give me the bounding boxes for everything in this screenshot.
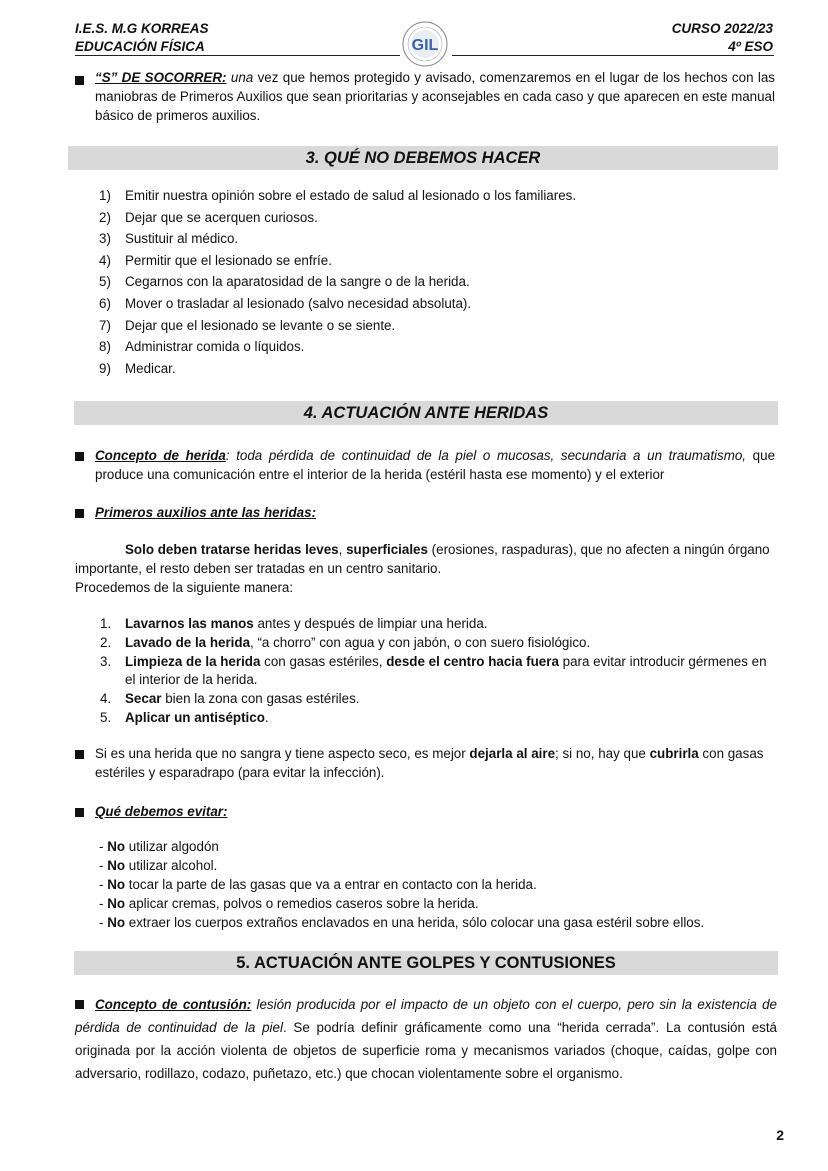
- list-item: 7) Dejar que el lesionado se levante o se siente.: [99, 317, 396, 333]
- list-item: 1) Emitir nuestra opinión sobre el estado de salud al lesionado o los familiares.: [99, 188, 577, 203]
- herida-seca-paragraph: Si es una herida que no sangra y tiene aspecto seco, es mejor dejarla al aire; si no, hay que cubrirla con gasas estériles y esparadrapo (para evitar la infección).: [95, 746, 764, 780]
- evitar-list: [99, 837, 779, 932]
- list-item: 6) Mover o trasladar al lesionado (salvo necesidad absoluta).: [99, 295, 472, 311]
- concepto-contusion-italic: lesión producida por el impacto de un objeto con el cuerpo, pero sin la existencia de pérdida de continuidad de la piel: [75, 997, 777, 1035]
- list-item: 4) Permitir que el lesionado se enfríe.: [99, 252, 332, 268]
- concepto-contusion-paragraph: [75, 993, 777, 1085]
- list-item: 5) Cegarnos con la aparatosidad de la sangre o de la herida.: [99, 274, 470, 290]
- list-item: 2) Dejar que se acerquen curiosos.: [99, 209, 318, 225]
- concepto-herida-title: Concepto de herida: [95, 448, 226, 463]
- no-hacer-list: [75, 185, 775, 379]
- bullet-socorrer: [75, 76, 84, 85]
- que-evitar-title: Qué debemos evitar:: [95, 804, 228, 819]
- list-item: - No utilizar algodón: [99, 839, 219, 854]
- socorrer-paragraph: [95, 68, 775, 125]
- procedemos-text: Procedemos de la siguiente manera:: [75, 580, 294, 595]
- list-item: - No tocar la parte de las gasas que va a entrar en contacto con la herida.: [99, 877, 537, 892]
- socorrer-text: vez que hemos protegido y avisado, comenzaremos en el lugar de los hechos con las maniobras de Primeros Auxilios que sean prioritarias y aconsejables en cada caso y que aparecen en este manual básico de primeros auxilios.: [95, 70, 776, 123]
- list-item: - No extraer los cuerpos extraños enclavados en una herida, sólo colocar una gasa estéril sobre ellos.: [99, 915, 705, 930]
- section-3-heading: 3. QUÉ NO DEBEMOS HACER: [68, 146, 778, 170]
- section-4-heading: 4. ACTUACIÓN ANTE HERIDAS: [74, 401, 778, 425]
- course-year: CURSO 2022/23: [671, 21, 773, 36]
- bullet-concepto-herida: [75, 452, 84, 461]
- pasos-list: [75, 615, 777, 728]
- school-logo: [401, 20, 449, 68]
- bullet-primeros-auxilios: [75, 509, 84, 518]
- header-rule-left: [75, 55, 400, 56]
- section-5-heading: 5. ACTUACIÓN ANTE GOLPES Y CONTUSIONES: [74, 951, 778, 975]
- list-item: - No aplicar cremas, polvos o remedios caseros sobre la herida.: [99, 896, 479, 911]
- list-item: 2. Lavado de la herida, “a chorro” con agua y con jabón, o con suero fisiológico.: [100, 634, 591, 650]
- school-name: I.E.S. M.G KORREAS: [75, 21, 209, 36]
- page-number: 2: [776, 1127, 784, 1143]
- concepto-contusion-title: Concepto de contusión:: [95, 997, 252, 1012]
- bullet-que-evitar: [75, 808, 84, 817]
- concepto-herida-text: que produce una comunicación entre el interior de la herida (estéril hasta ese momento) y el exterior: [95, 448, 776, 482]
- header-right: [672, 20, 773, 56]
- primeros-auxilios-title: Primeros auxilios ante las heridas:: [95, 505, 317, 520]
- list-item: 8) Administrar comida o líquidos.: [99, 339, 305, 355]
- concepto-herida-italic: toda pérdida de continuidad de la piel o mucosas, secundaria a un traumatismo,: [229, 448, 747, 463]
- socorrer-title: “S” DE SOCORRER:: [95, 70, 227, 85]
- solo-leves-paragraph: Solo deben tratarse heridas leves, superficiales (erosiones, raspaduras), que no afecten a ningún órgano importante, el resto deben ser tratadas en un centro sanitario.: [75, 542, 770, 576]
- bullet-herida-seca: [75, 750, 84, 759]
- list-item: - No utilizar alcohol.: [99, 858, 218, 873]
- list-item: 5. Aplicar un antiséptico.: [100, 709, 269, 725]
- logo-text: GIL: [411, 37, 439, 54]
- list-item: 3. Limpieza de la herida con gasas estériles, desde el centro hacia fuera para evitar introducir gérmenes en el interior de la herida.: [100, 653, 767, 688]
- socorrer-italic: una: [226, 70, 254, 85]
- subject-name: EDUCACIÓN FÍSICA: [75, 39, 205, 54]
- list-item: 1. Lavarnos las manos antes y después de limpiar una herida.: [100, 616, 488, 631]
- course-level: 4º ESO: [728, 39, 773, 54]
- list-item: 3) Sustituir al médico.: [99, 231, 239, 247]
- list-item: 4. Secar bien la zona con gasas estériles.: [100, 691, 360, 707]
- list-item: 9) Medicar.: [99, 360, 176, 376]
- concepto-contusion-text: . Se podría definir gráficamente como una “herida cerrada”. La contusión está originada por la acción violenta de objetos de superficie roma y mecanismos variados (choque, caídas, golpe con adversario, rodillazo, codazo, puñetazo, etc.) que chocan violentamente sobre el organismo.: [75, 1020, 778, 1081]
- header-left: [75, 20, 209, 56]
- concepto-herida-paragraph: Concepto de herida: toda pérdida de continuidad de la piel o mucosas, secundaria a un traumatismo, que produce una comunicación entre el interior de la herida (estéril hasta ese momento) y el exterior: [95, 448, 776, 482]
